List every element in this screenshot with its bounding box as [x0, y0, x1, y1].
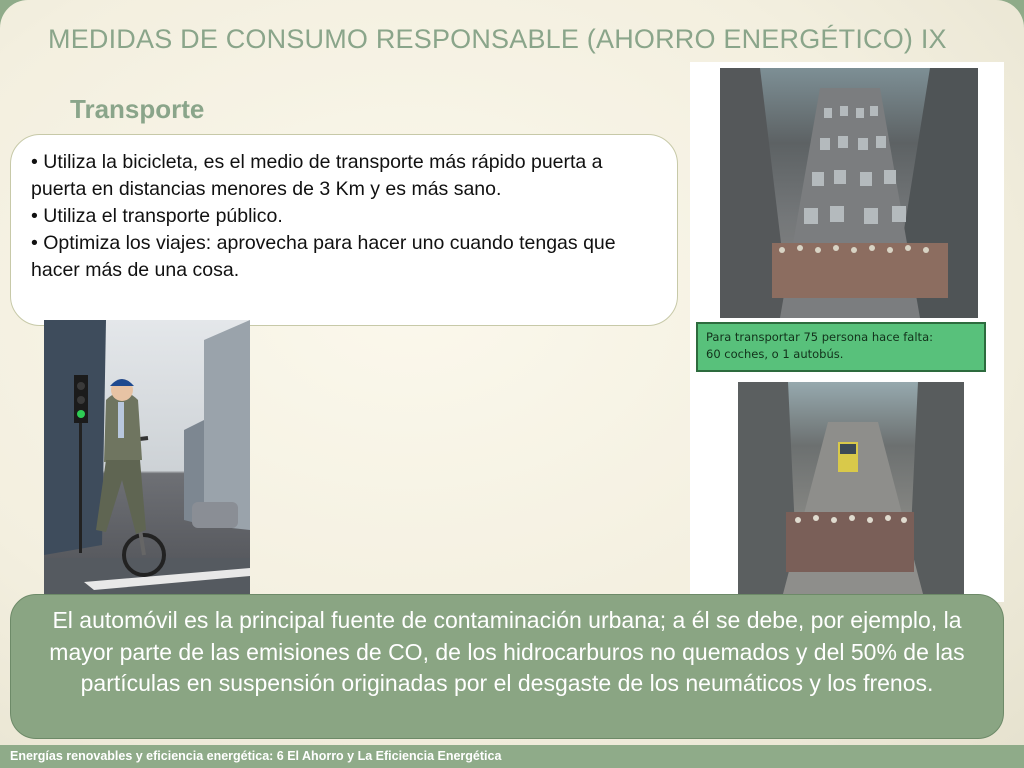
- contamination-callout: [10, 594, 1004, 739]
- street-with-bus-image: [738, 382, 964, 594]
- bullet-public-transport: • Utiliza el transporte público.: [31, 205, 283, 227]
- caption-line-1: Para transportar 75 persona hace falta:: [706, 330, 933, 344]
- cars-vs-bus-photo: [690, 62, 1004, 602]
- street-with-cars-image: [720, 68, 978, 318]
- section-heading: Transporte: [70, 94, 205, 124]
- caption-line-2: 60 coches, o 1 autobús.: [706, 347, 844, 361]
- bullet-list-box: [10, 134, 678, 326]
- bullet-bicycle: • Utiliza la bicicleta, es el medio de transporte más rápido puerta a puerta en distancias menores de 3 Km y es más sano.: [31, 151, 603, 200]
- slide-title: MEDIDAS DE CONSUMO RESPONSABLE (AHORRO ENERGÉTICO) IX: [48, 24, 947, 54]
- course-footer: Energías renovables y eficiencia energética: 6 El Ahorro y La Eficiencia Energética: [10, 749, 502, 763]
- bullet-optimize-trips: • Optimiza los viajes: aprovecha para hacer uno cuando tengas que hacer más de una cosa.: [31, 232, 616, 281]
- callout-text: El automóvil es la principal fuente de contaminación urbana; a él se debe, por ejemplo, la mayor parte de las emisiones de CO, de los hidrocarburos no quemados y del 50% de las partículas en suspensión originadas por el desgaste de los neumáticos y los frenos.: [49, 607, 965, 696]
- comparison-caption: [696, 322, 986, 372]
- cyclist-illustration: [44, 320, 250, 594]
- cyclist-photo: [44, 320, 250, 594]
